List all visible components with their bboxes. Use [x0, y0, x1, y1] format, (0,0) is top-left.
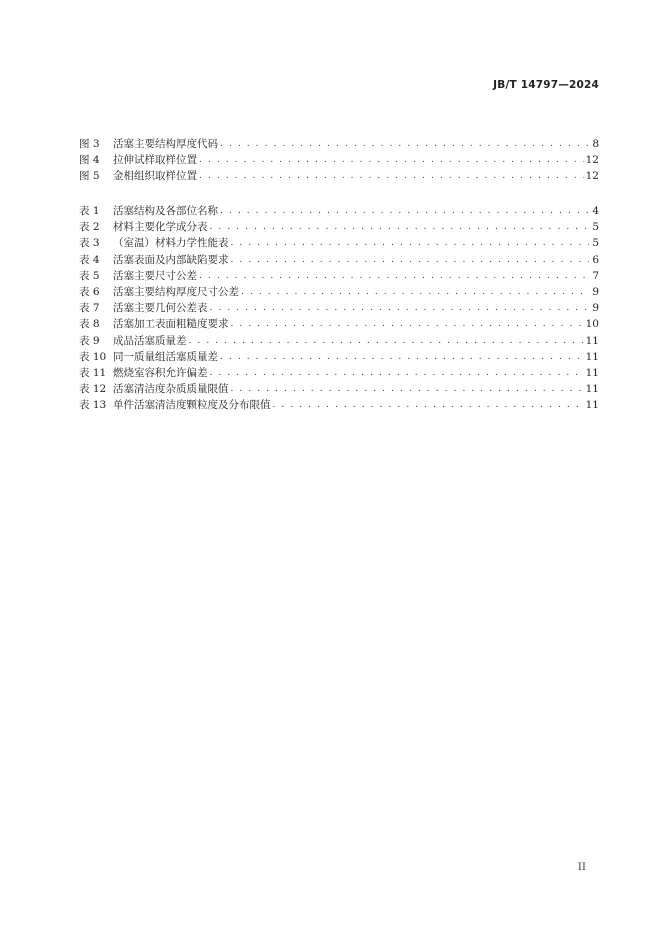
- entry-label: 图 5: [79, 170, 100, 183]
- table-list: [79, 203, 599, 413]
- entry-title: 拉伸试样取样位置: [113, 154, 197, 167]
- toc-entry-table-8[interactable]: [79, 316, 599, 332]
- toc-entry-table-6[interactable]: [79, 284, 599, 300]
- entry-page: 12: [585, 154, 599, 167]
- toc-entry-figure-3[interactable]: [79, 136, 599, 152]
- entry-title: 活塞主要几何公差表: [113, 302, 208, 315]
- toc-entry-table-13[interactable]: [79, 397, 599, 413]
- entry-label: 表 4: [79, 253, 100, 266]
- entry-page: 11: [585, 334, 599, 347]
- dot-leader: [220, 203, 589, 219]
- dot-leader: [231, 381, 584, 397]
- entry-title: 活塞主要结构厚度尺寸公差: [113, 285, 239, 298]
- dot-leader: [210, 219, 590, 235]
- dot-leader: [210, 365, 584, 381]
- entry-page: 11: [585, 399, 599, 412]
- dot-leader: [199, 152, 584, 168]
- toc-entry-table-1[interactable]: [79, 203, 599, 219]
- entry-title: 燃烧室容积允许偏差: [113, 366, 208, 379]
- dot-leader: [199, 168, 584, 184]
- entry-page: 9: [592, 302, 599, 315]
- toc-entry-table-3[interactable]: [79, 235, 599, 251]
- dot-leader: [273, 397, 584, 413]
- document-code: JB/T 14797—2024: [493, 79, 599, 91]
- entry-title: 金相组织取样位置: [113, 170, 197, 183]
- dot-leader: [210, 300, 590, 316]
- figure-list: [79, 136, 599, 185]
- entry-page: 12: [585, 170, 599, 183]
- entry-label: 表 7: [79, 302, 100, 315]
- entry-label: 表 3: [79, 237, 100, 250]
- entry-label: 表 11: [79, 366, 107, 379]
- entry-label: 表 9: [79, 334, 100, 347]
- entry-page: 5: [592, 221, 599, 234]
- dot-leader: [220, 349, 584, 365]
- entry-title: 单件活塞清洁度颗粒度及分布限值: [113, 399, 271, 412]
- toc-entry-table-12[interactable]: [79, 381, 599, 397]
- entry-title: 活塞主要结构厚度代码: [113, 138, 218, 150]
- entry-label: 表 10: [79, 350, 107, 363]
- dot-leader: [231, 316, 584, 332]
- entry-label: 表 1: [79, 205, 100, 217]
- entry-page: 11: [585, 366, 599, 379]
- entry-page: 8: [592, 138, 599, 150]
- entry-page: 9: [592, 285, 599, 298]
- toc-entry-table-7[interactable]: [79, 300, 599, 316]
- toc-entry-table-11[interactable]: [79, 365, 599, 381]
- dot-leader: [231, 252, 590, 268]
- toc-entry-table-4[interactable]: [79, 252, 599, 268]
- entry-title: 材料主要化学成分表: [113, 221, 208, 234]
- entry-title: 活塞结构及各部位名称: [113, 205, 218, 217]
- dot-leader: [241, 284, 589, 300]
- entry-label: 图 4: [79, 154, 100, 167]
- entry-title: （室温）材料力学性能表: [113, 237, 229, 250]
- toc-entry-figure-5[interactable]: [79, 168, 599, 184]
- dot-leader: [189, 333, 584, 349]
- entry-page: 7: [592, 269, 599, 282]
- toc-entry-table-2[interactable]: [79, 219, 599, 235]
- entry-label: 表 2: [79, 221, 100, 234]
- entry-title: 活塞主要尺寸公差: [113, 269, 197, 282]
- entry-page: 11: [585, 350, 599, 363]
- entry-title: 活塞表面及内部缺陷要求: [113, 253, 229, 266]
- entry-page: 11: [585, 383, 599, 396]
- entry-title: 同一质量组活塞质量差: [113, 350, 218, 363]
- toc-entry-table-5[interactable]: [79, 268, 599, 284]
- entry-page: 5: [592, 237, 599, 250]
- entry-label: 表 5: [79, 269, 100, 282]
- entry-label: 图 3: [79, 138, 100, 150]
- entry-title: 活塞加工表面粗糙度要求: [113, 318, 229, 331]
- entry-title: 成品活塞质量差: [113, 334, 187, 347]
- toc-entry-table-10[interactable]: [79, 349, 599, 365]
- entry-label: 表 12: [79, 383, 107, 396]
- entry-page: 6: [592, 253, 599, 266]
- entry-title: 活塞清洁度杂质质量限值: [113, 383, 229, 396]
- entry-label: 表 6: [79, 285, 100, 298]
- dot-leader: [220, 136, 589, 152]
- entry-label: 表 8: [79, 318, 100, 331]
- dot-leader: [231, 235, 590, 251]
- page-number: II: [577, 861, 586, 873]
- entry-page: 10: [585, 318, 599, 331]
- entry-page: 4: [592, 205, 599, 217]
- toc-entry-figure-4[interactable]: [79, 152, 599, 168]
- toc-entry-table-9[interactable]: [79, 333, 599, 349]
- entry-label: 表 13: [79, 399, 107, 412]
- dot-leader: [199, 268, 589, 284]
